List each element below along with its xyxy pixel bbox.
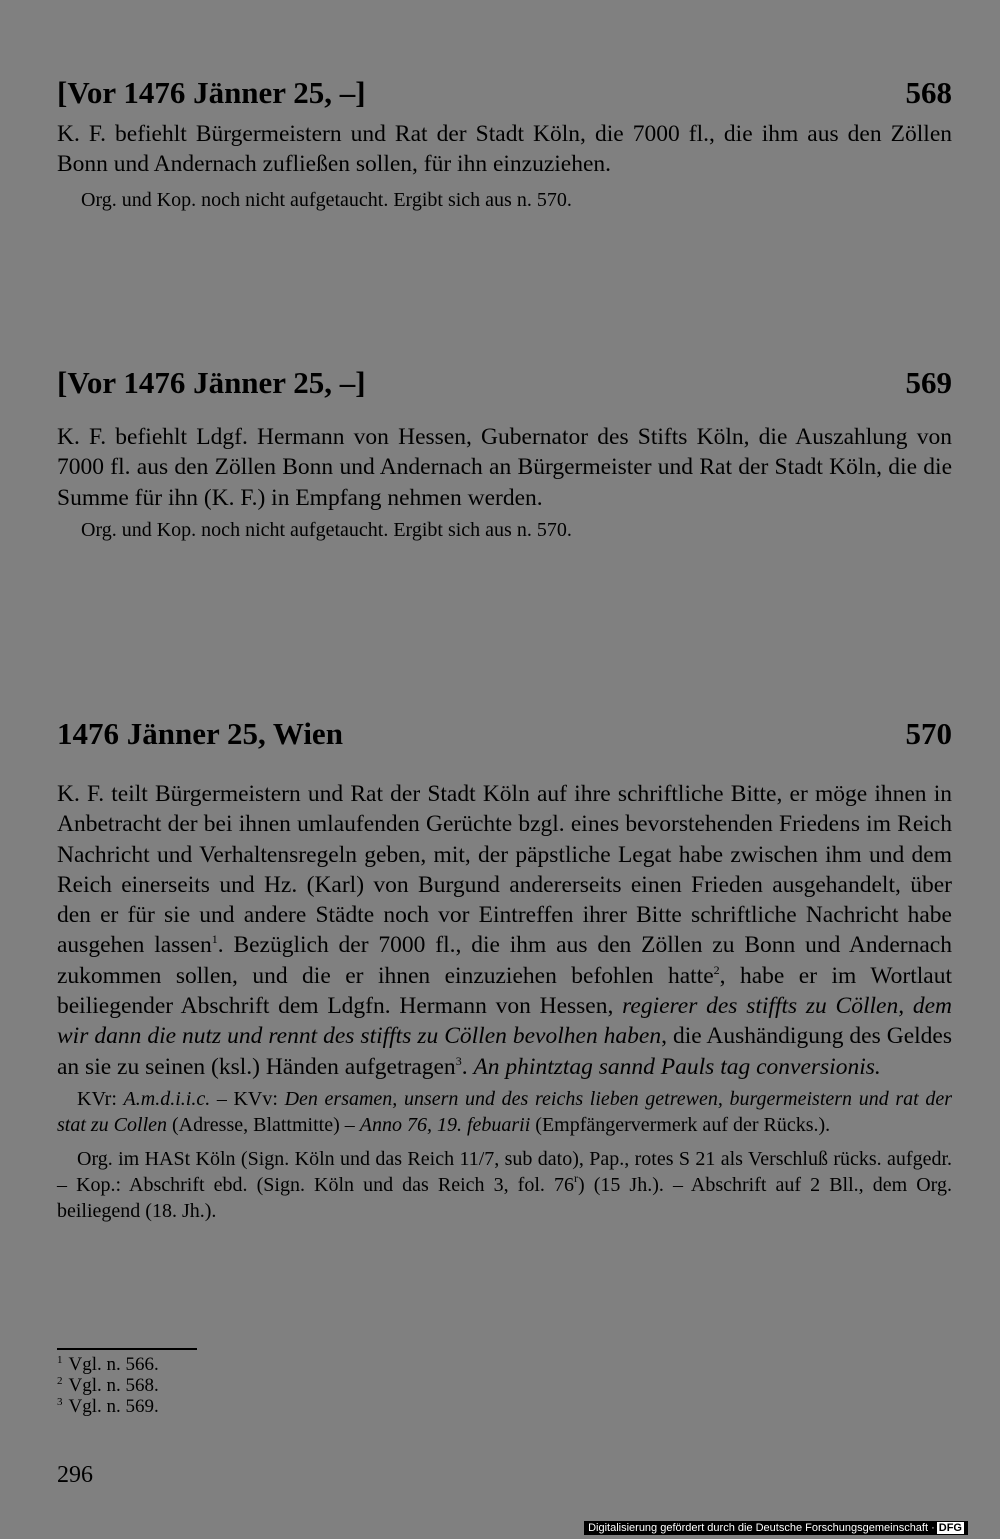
dating-clause: An phintztag sannd Pauls tag conversionis.	[473, 1053, 881, 1080]
entry-570	[57, 714, 952, 1224]
footnote-ref: 2	[713, 962, 720, 977]
footnote-ref: 1	[211, 932, 218, 947]
entry-note: Org. und Kop. noch nicht aufgetaucht. Ergibt sich aus n. 570.	[81, 188, 572, 211]
entry-heading	[57, 714, 952, 754]
entry-number: 570	[905, 716, 952, 751]
footnote: $^3$ Vgl. n. 569.	[57, 1396, 159, 1417]
entry-date: [Vor 1476 Jänner 25, –]	[57, 365, 366, 400]
entry-date: [Vor 1476 Jänner 25, –]	[57, 75, 366, 110]
entry-summary: K. F. befiehlt Bürgermeistern und Rat der Stadt Köln, die 7000 fl., die ihm aus den Zöllen Bonn und Andernach zufließen sollen, für ihn einzuziehen.	[57, 121, 952, 178]
source-note: Org. im HASt Köln (Sign. Köln und das Reich 11/7, sub dato), Pap., rotes S 21 als Verschluß rücks. aufgedr. – Kop.: Abschrift ebd. (Sign. Köln und das Reich 3, fol. 76$^r$) (15 Jh.). – Abschrift auf 2 Bll., dem Org. beiliegend (18. Jh.).	[57, 1147, 952, 1222]
dfg-logo: DFG	[938, 1522, 962, 1534]
quotation: regierer des stiffts zu Cöllen, dem wir dann die nutz und rennt des stiffts zu Cöllen bevolhen haben	[57, 993, 953, 1050]
entry-heading	[57, 73, 952, 113]
footnotes	[57, 1354, 159, 1417]
entry-date: 1476 Jänner 25, Wien	[57, 716, 343, 751]
footnote-ref: 3	[455, 1053, 462, 1068]
entry-568	[57, 73, 952, 213]
footnote: $^2$ Vgl. n. 568.	[57, 1375, 159, 1396]
entry-569	[57, 363, 952, 543]
digitization-credit: Digitalisierung gefördert durch die Deutsche Forschungsgemeinschaft · DFG	[584, 1521, 968, 1535]
entry-summary: K. F. befiehlt Ldgf. Hermann von Hessen, Gubernator des Stifts Köln, die Auszahlung von 7000 fl. aus den Zöllen Bonn und Andernach an Bürgermeister und Rat der Stadt Köln, die die Summe für ihn (K. F.) in Empfang nehmen werden.	[57, 424, 952, 511]
footnote: $^1$ Vgl. n. 566.	[57, 1354, 159, 1375]
entry-summary: K. F. teilt Bürgermeistern und Rat der Stadt Köln auf ihre schriftliche Bitte, er möge ihnen in Anbetracht der bei ihnen umlaufenden Gerüchte bzgl. eines bevorstehenden Friedens im Reich Nachricht und Verhaltensregeln geben, mit, der päpstliche Legat habe zwischen ihm und dem Reich einerseits und Hz. (Karl) von Burgund andererseits einen Frieden ausgehandelt, über den er für sie und andere Städte noch vor Eintreffen ihrer Bitte schriftliche Nachricht habe ausgehen lassen$^1$. Bezüglich der 7000 fl., die ihm aus den Zöllen zu Bonn und Andernach zukommen sollen, und die er ihnen einzuziehen befohlen hatte$^2$, habe er im Wortlaut beiliegender Abschrift dem Ldgfn. Hermann von Hessen, regierer des stiffts zu Cöllen, dem wir dann die nutz und rennt des stiffts zu Cöllen bevolhen haben, die Aushändigung des Geldes an sie zu seinen (ksl.) Händen aufgetragen$^3$. An phintztag sannd Pauls tag conversionis.	[57, 781, 953, 1080]
page-number: 296	[57, 1462, 93, 1488]
entry-heading	[57, 363, 952, 403]
endorsement-note: KVr: A.m.d.i.i.c. – KVv: Den ersamen, unsern und des reichs lieben getrewen, burgermeistern und rat der stat zu Collen (Adresse, Blattmitte) – Anno 76, 19. febuarii (Empfängervermerk auf der Rücks.).	[57, 1087, 952, 1136]
entry-note: Org. und Kop. noch nicht aufgetaucht. Ergibt sich aus n. 570.	[81, 518, 572, 541]
entry-number: 569	[905, 365, 952, 400]
entry-number: 568	[905, 75, 952, 110]
footnote-divider	[57, 1348, 197, 1350]
